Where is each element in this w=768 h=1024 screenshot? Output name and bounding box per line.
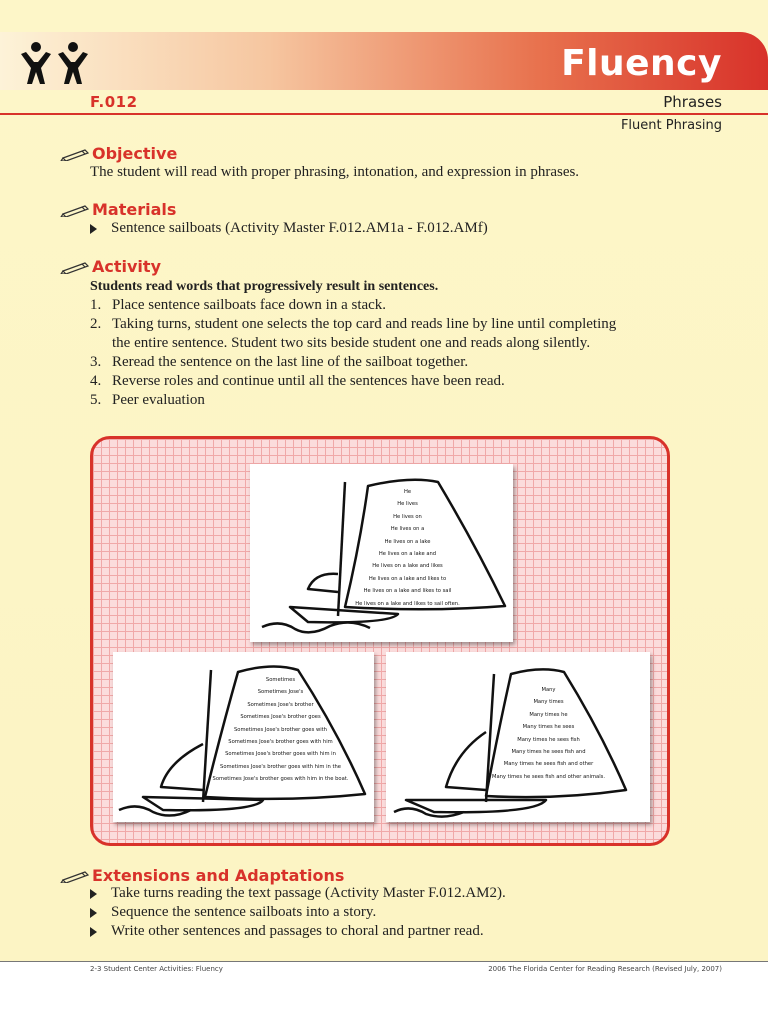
domain-title: Fluency [561,43,722,84]
extensions-item [90,923,484,940]
activity-step: 3. Reread the sentence on the last line of the sailboat together. [90,354,469,370]
activity-step: 5. Peer evaluation [90,392,205,408]
extensions-heading: Extensions and Adaptations [92,866,345,885]
subcategory-label: Fluent Phrasing [620,118,722,133]
extensions-item-text: Write other sentences and passages to choral and partner read. [111,923,484,939]
bullet-arrow-icon [90,889,97,899]
objective-heading: Objective [92,144,178,163]
activity-intro: Students read words that progressively result in sentences. [90,279,439,294]
activity-section-header [60,257,161,276]
pencil-icon [60,869,90,883]
sail-text-1: He He lives He lives on He lives on a He lives on a lake He lives on a lake and He lives on a lake and likes He lives on a lake and likes to He lives on a lake and likes to sail He lives on a lake and likes to sail often. [355,489,460,607]
activity-heading: Activity [92,257,161,276]
sail-text-2: Sometimes Sometimes Jose's Sometimes Jose's brother Sometimes Jose's brother goes Sometimes Jose's brother goes with Sometimes Jose's brother goes with him Sometimes Jose's brother goes with him in Sometimes Jose's brother goes with him in the Sometimes Jose's brother goes with him in the boat. [212,677,349,783]
activity-step: 1. Place sentence sailboats face down in a stack. [90,297,387,313]
two-people-figures-icon [18,40,92,86]
objective-text: The student will read with proper phrasing, intonation, and expression in phrases. [90,164,580,180]
materials-heading: Materials [92,200,177,219]
materials-item-text: Sentence sailboats (Activity Master F.012.AM1a - F.012.AMf) [111,220,488,236]
extensions-item-text: Sequence the sentence sailboats into a story. [111,904,377,920]
bullet-arrow-icon [90,224,97,234]
bullet-arrow-icon [90,908,97,918]
extensions-section-header [60,866,344,885]
sailboat-card-3 [386,652,650,822]
extensions-item-text: Take turns reading the text passage (Activity Master F.012.AM2). [111,885,506,901]
activity-step: 4. Reverse roles and continue until all the sentences have been read. [90,373,505,389]
pencil-icon [60,147,90,161]
activity-step: 2. Taking turns, student one selects the top card and reads line by line until completing the entire sentence. Student two sits beside student one and reads along silently. [90,316,617,351]
extensions-item [90,885,506,902]
extensions-item [90,904,376,921]
sailboat-card-2 [113,652,374,822]
header-divider [0,113,768,115]
materials-section-header [60,200,176,219]
pencil-icon [60,260,90,274]
activity-steps [90,296,630,410]
sail-text-3: Many Many times Many times he Many times he sees Many times he sees fish Many times he sees fish and Many times he sees fish and other Many times he sees fish and other animals. [491,687,605,780]
sailboat-card-1 [250,464,513,642]
pencil-icon [60,203,90,217]
objective-section-header [60,144,177,163]
footer-right: 2006 The Florida Center for Reading Research (Revised July, 2007) [488,965,722,973]
bullet-arrow-icon [90,927,97,937]
activity-code: F.012 [90,93,138,111]
category-label: Phrases [663,93,722,111]
footer-left: 2-3 Student Center Activities: Fluency [90,965,223,973]
footer-divider [0,961,768,962]
materials-item [90,220,488,237]
